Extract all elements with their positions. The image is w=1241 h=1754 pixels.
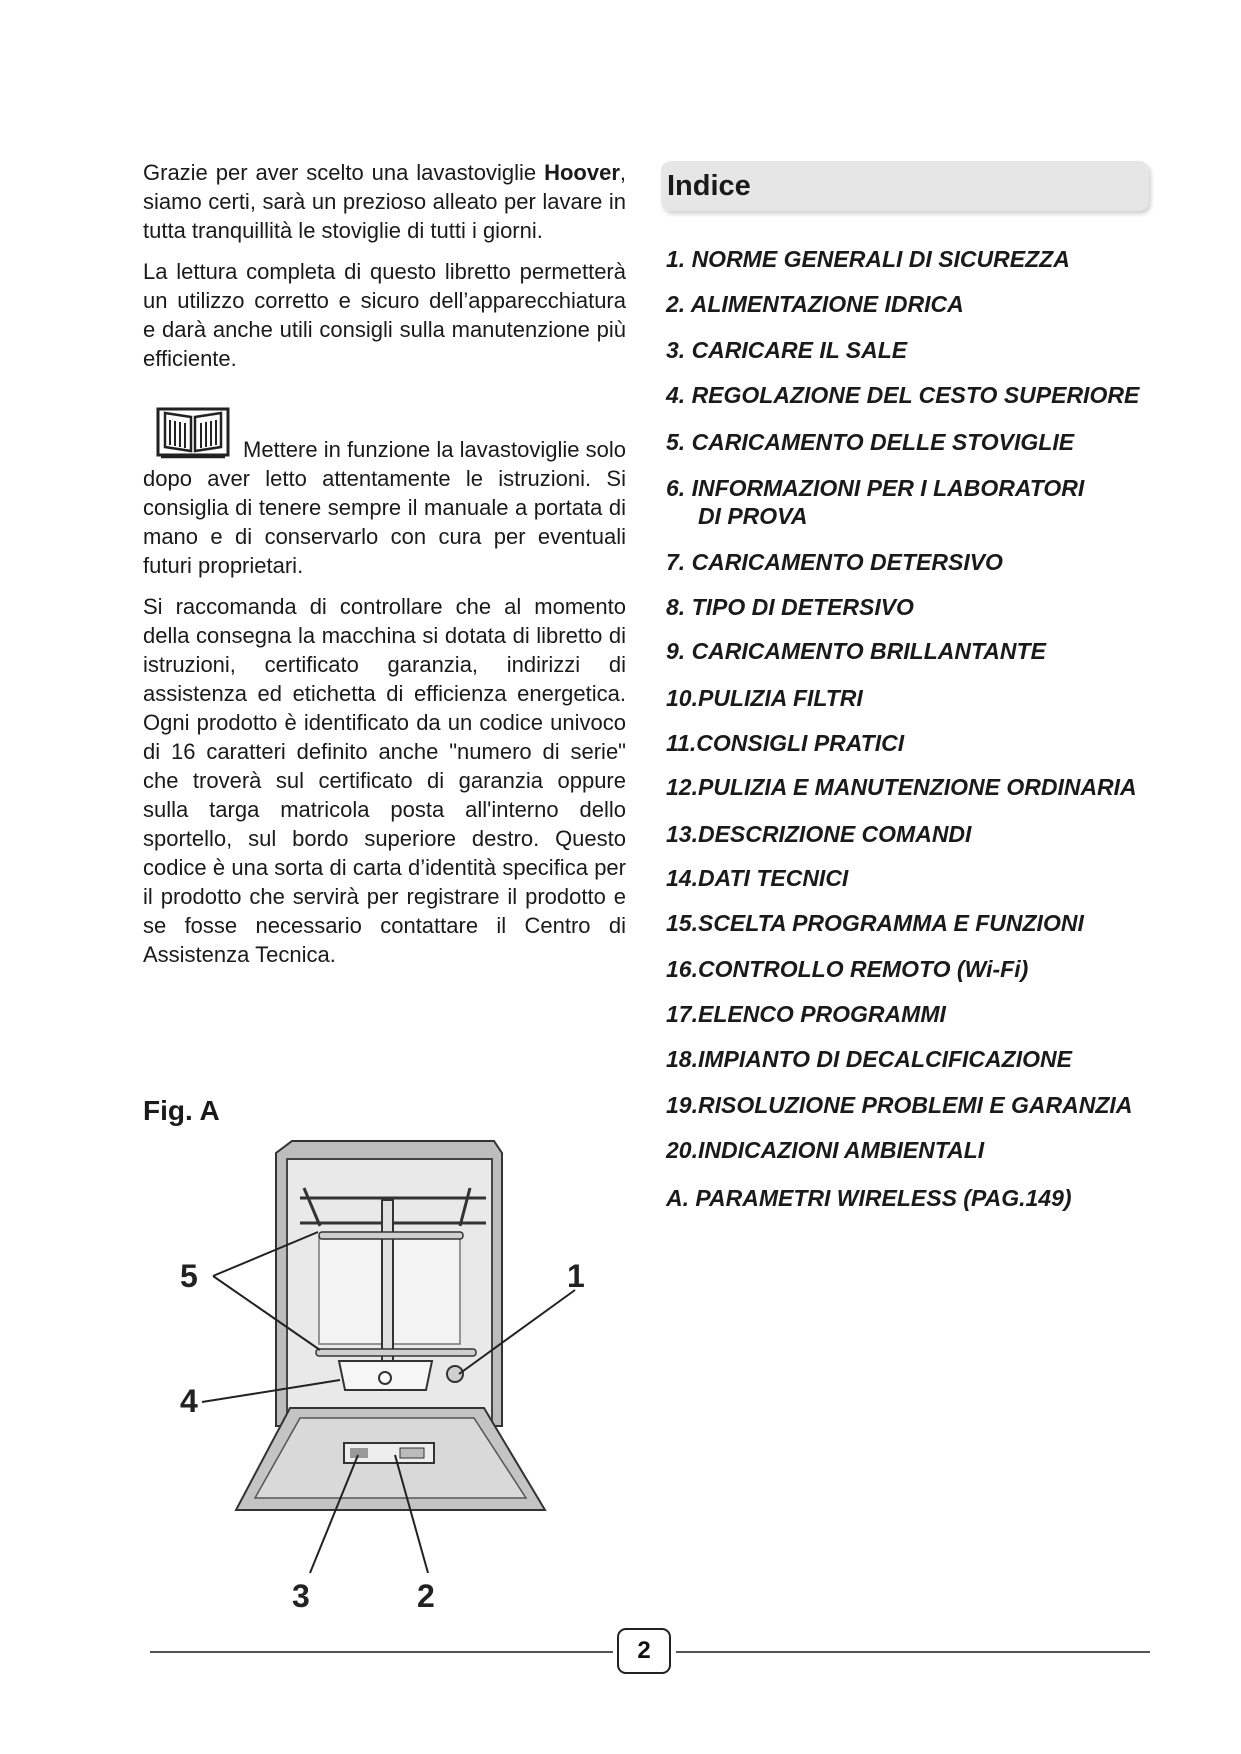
toc-item[interactable]: 19.RISOLUZIONE PROBLEMI E GARANZIA: [666, 1092, 1133, 1118]
toc-item[interactable]: 15.SCELTA PROGRAMMA E FUNZIONI: [666, 910, 1084, 936]
footer-rule-right: [676, 1651, 1150, 1653]
intro-paragraph-4: Si raccomanda di controllare che al momento della consegna la macchina si dotata di libretto di istruzioni, certificato garanzia, indirizzi di assistenza ed etichetta di efficienza energetica. Ogni prodotto è identificato da un codice univoco di 16 caratteri definito anche "numero di serie" che troverà sul certificato di garanzia oppure sulla targa matricola posta all'interno dello sportello, sul bordo superiore destro. Questo codice è una sorta di carta d’identità specifica per il prodotto che servirà per registrare il prodotto e se fosse necessario contattare il Centro di Assistenza Tecnica.: [143, 594, 626, 967]
footer-rule-left: [150, 1651, 613, 1653]
toc-item[interactable]: 6. INFORMAZIONI PER I LABORATORI: [666, 475, 1085, 501]
toc-item[interactable]: 5. CARICAMENTO DELLE STOVIGLIE: [666, 429, 1075, 455]
toc-item[interactable]: 7. CARICAMENTO DETERSIVO: [666, 549, 1003, 575]
toc-item[interactable]: 2. ALIMENTAZIONE IDRICA: [666, 291, 964, 317]
intro-p3-text: Mettere in funzione la lavastoviglie solo dopo aver letto attentamente le istruzioni. Si consiglia di tenere sempre il manuale a portata di mano e di conservarlo con cura per eventuali futuri proprietari.: [143, 437, 626, 578]
toc-item[interactable]: 8. TIPO DI DETERSIVO: [666, 594, 914, 620]
toc-item[interactable]: 3. CARICARE IL SALE: [666, 337, 908, 363]
toc-item[interactable]: 12.PULIZIA E MANUTENZIONE ORDINARIA: [666, 774, 1137, 800]
toc-item[interactable]: 13.DESCRIZIONE COMANDI: [666, 821, 972, 847]
callout-1: 1: [567, 1258, 585, 1294]
toc-item-continued[interactable]: DI PROVA: [666, 503, 808, 529]
figure-title: Fig. A: [143, 1095, 220, 1126]
toc-item[interactable]: 18.IMPIANTO DI DECALCIFICAZIONE: [666, 1046, 1072, 1072]
toc-item[interactable]: 20.INDICAZIONI AMBIENTALI: [666, 1137, 985, 1163]
toc-item[interactable]: 11.CONSIGLI PRATICI: [666, 730, 905, 756]
toc-item[interactable]: 9. CARICAMENTO BRILLANTANTE: [666, 638, 1046, 664]
toc-item[interactable]: 16.CONTROLLO REMOTO (Wi-Fi): [666, 956, 1029, 982]
page-number: 2: [617, 1628, 671, 1674]
toc-item[interactable]: 14.DATI TECNICI: [666, 865, 849, 891]
toc-item[interactable]: 10.PULIZIA FILTRI: [666, 685, 863, 711]
intro-paragraph-2: La lettura completa di questo libretto permetterà un utilizzo corretto e sicuro dell’apparecchiatura e darà anche utili consigli sulla manutenzione più efficiente.: [143, 259, 626, 371]
toc-item[interactable]: A. PARAMETRI WIRELESS (PAG.149): [666, 1185, 1072, 1211]
toc-item[interactable]: 1. NORME GENERALI DI SICUREZZA: [666, 246, 1070, 272]
callout-4: 4: [180, 1383, 198, 1419]
index-title: Indice: [667, 170, 751, 202]
intro-p1-prefix: Grazie per aver scelto una lavastoviglie: [143, 160, 537, 185]
toc-item[interactable]: 17.ELENCO PROGRAMMI: [666, 1001, 946, 1027]
callout-2: 2: [417, 1578, 435, 1614]
intro-p1-suffix: , siamo certi, sarà un prezioso alleato per lavare in tutta tranquillità le stoviglie di tutti i giorni.: [143, 160, 626, 243]
index-header: [661, 161, 1149, 211]
brand-name: Hoover: [544, 160, 620, 185]
toc-item[interactable]: 4. REGOLAZIONE DEL CESTO SUPERIORE: [666, 382, 1140, 408]
callout-5: 5: [180, 1258, 198, 1294]
callout-3: 3: [292, 1578, 310, 1614]
